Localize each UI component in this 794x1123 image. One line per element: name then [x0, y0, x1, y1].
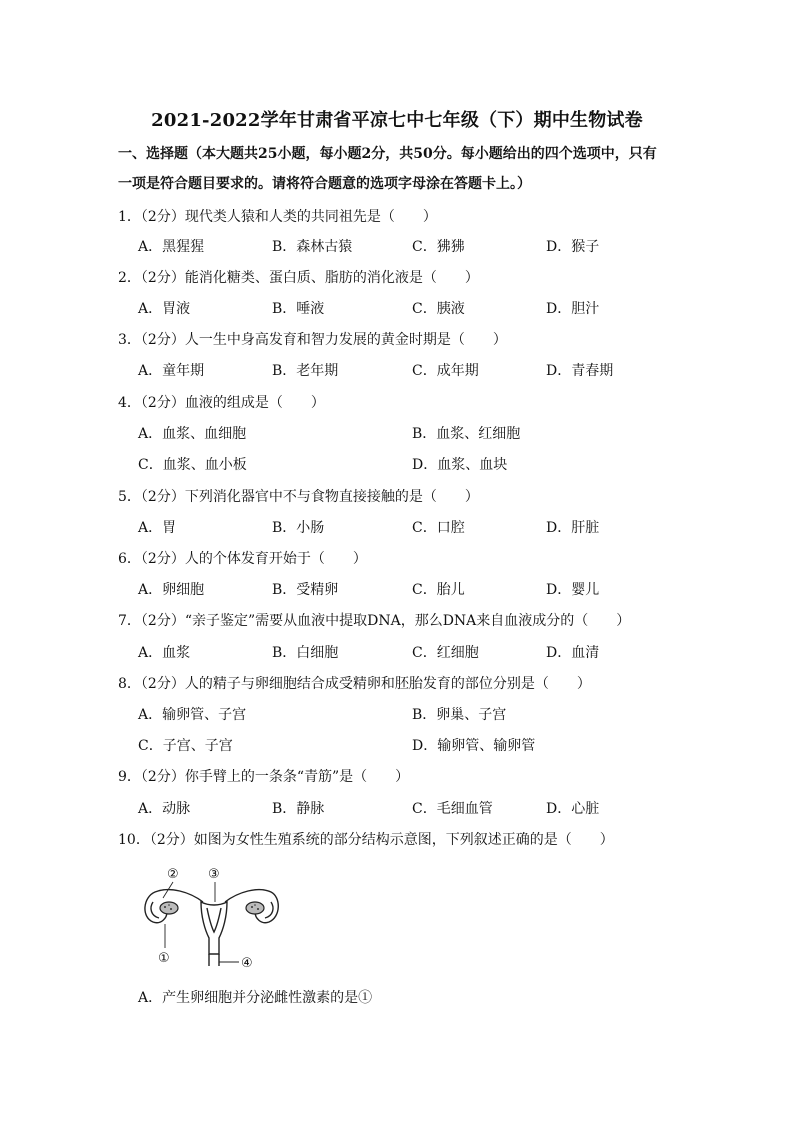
option-a[interactable]: A．卵细胞	[138, 582, 205, 598]
diagram-svg	[135, 862, 285, 972]
option-c[interactable]: C．血浆、血小板	[138, 457, 247, 473]
option-b[interactable]: B．唾液	[272, 301, 325, 317]
option-d[interactable]: D．肝脏	[546, 520, 600, 536]
question-6-options	[138, 580, 658, 600]
option-a[interactable]: A．血浆、血细胞	[138, 426, 247, 442]
option-d[interactable]: D．输卵管、输卵管	[412, 738, 536, 754]
section-heading-line-2: 一项是符合题目要求的。请将符合题意的选项字母涂在答题卡上。）	[118, 176, 531, 192]
option-b[interactable]: B．卵巢、子宫	[412, 707, 507, 723]
question-10-stem: 10．（2分）如图为女性生殖系统的部分结构示意图，下列叙述正确的是（ ）	[118, 832, 614, 848]
question-9-options	[138, 799, 658, 819]
question-6-stem: 6．（2分）人的个体发育开始于（ ）	[118, 551, 367, 567]
option-d[interactable]: D．婴儿	[546, 582, 600, 598]
question-5-options	[138, 518, 658, 538]
option-d[interactable]: D．血清	[546, 645, 600, 661]
option-c[interactable]: C．红细胞	[412, 645, 479, 661]
right-ovary	[246, 902, 264, 914]
option-a[interactable]: A．血浆	[138, 645, 191, 661]
question-4-stem: 4．（2分）血液的组成是（ ）	[118, 395, 325, 411]
option-a[interactable]: A．动脉	[138, 801, 191, 817]
question-4-options-row-1	[138, 424, 658, 444]
option-b[interactable]: B．受精卵	[272, 582, 339, 598]
option-c[interactable]: C．子宫、子宫	[138, 738, 233, 754]
question-1-options	[138, 237, 658, 257]
label-1: ①	[158, 951, 170, 966]
question-8-stem: 8．（2分）人的精子与卵细胞结合成受精卵和胚胎发育的部位分别是（ ）	[118, 676, 591, 692]
label-3: ③	[208, 867, 220, 882]
option-a[interactable]: A．胃液	[138, 301, 191, 317]
option-d[interactable]: D．猴子	[546, 239, 600, 255]
option-a[interactable]: A．胃	[138, 520, 177, 536]
option-c[interactable]: C．狒狒	[412, 239, 465, 255]
option-d[interactable]: D．血浆、血块	[412, 457, 508, 473]
question-10-options	[138, 988, 658, 1008]
option-c[interactable]: C．胰液	[412, 301, 465, 317]
option-d[interactable]: D．心脏	[546, 801, 600, 817]
question-9-stem: 9．（2分）你手臂上的一条条“青筋”是（ ）	[118, 769, 410, 785]
option-d[interactable]: D．胆汁	[546, 301, 600, 317]
question-2-options	[138, 299, 658, 319]
option-a[interactable]: A．产生卵细胞并分泌雌性激素的是①	[138, 990, 373, 1006]
option-b[interactable]: B．小肠	[272, 520, 325, 536]
option-a[interactable]: A．黑猩猩	[138, 239, 205, 255]
question-8-options-row-1	[138, 705, 658, 725]
option-b[interactable]: B．老年期	[272, 363, 339, 379]
option-b[interactable]: B．白细胞	[272, 645, 339, 661]
option-c[interactable]: C．成年期	[412, 363, 479, 379]
option-c[interactable]: C．胎儿	[412, 582, 465, 598]
female-reproductive-system-diagram	[135, 862, 285, 972]
label-2: ②	[167, 867, 179, 882]
option-c[interactable]: C．口腔	[412, 520, 465, 536]
option-a[interactable]: A．童年期	[138, 363, 205, 379]
option-b[interactable]: B．静脉	[272, 801, 325, 817]
question-2-stem: 2．（2分）能消化糖类、蛋白质、脂肪的消化液是（ ）	[118, 270, 479, 286]
question-4-options-row-2	[138, 455, 658, 475]
label-4: ④	[241, 956, 253, 971]
page-title: 2021-2022学年甘肃省平凉七中七年级（下）期中生物试卷	[151, 110, 643, 131]
question-3-options	[138, 361, 658, 381]
option-a[interactable]: A．输卵管、子宫	[138, 707, 247, 723]
question-3-stem: 3．（2分）人一生中身高发育和智力发展的黄金时期是（ ）	[118, 332, 507, 348]
question-1-stem: 1．（2分）现代类人猿和人类的共同祖先是（ ）	[118, 209, 437, 225]
option-b[interactable]: B．血浆、红细胞	[412, 426, 521, 442]
option-d[interactable]: D．青春期	[546, 363, 614, 379]
option-c[interactable]: C．毛细血管	[412, 801, 493, 817]
section-heading-line-1: 一、选择题（本大题共25小题，每小题2分，共50分。每小题给出的四个选项中，只有	[118, 146, 657, 162]
question-8-options-row-2	[138, 736, 658, 756]
option-b[interactable]: B．森林古猿	[272, 239, 353, 255]
question-7-options	[138, 643, 658, 663]
left-ovary	[160, 902, 178, 914]
question-7-stem: 7．（2分）“亲子鉴定”需要从血液中提取DNA，那么DNA来自血液成分的（ ）	[118, 613, 631, 629]
question-5-stem: 5．（2分）下列消化器官中不与食物直接接触的是（ ）	[118, 489, 479, 505]
